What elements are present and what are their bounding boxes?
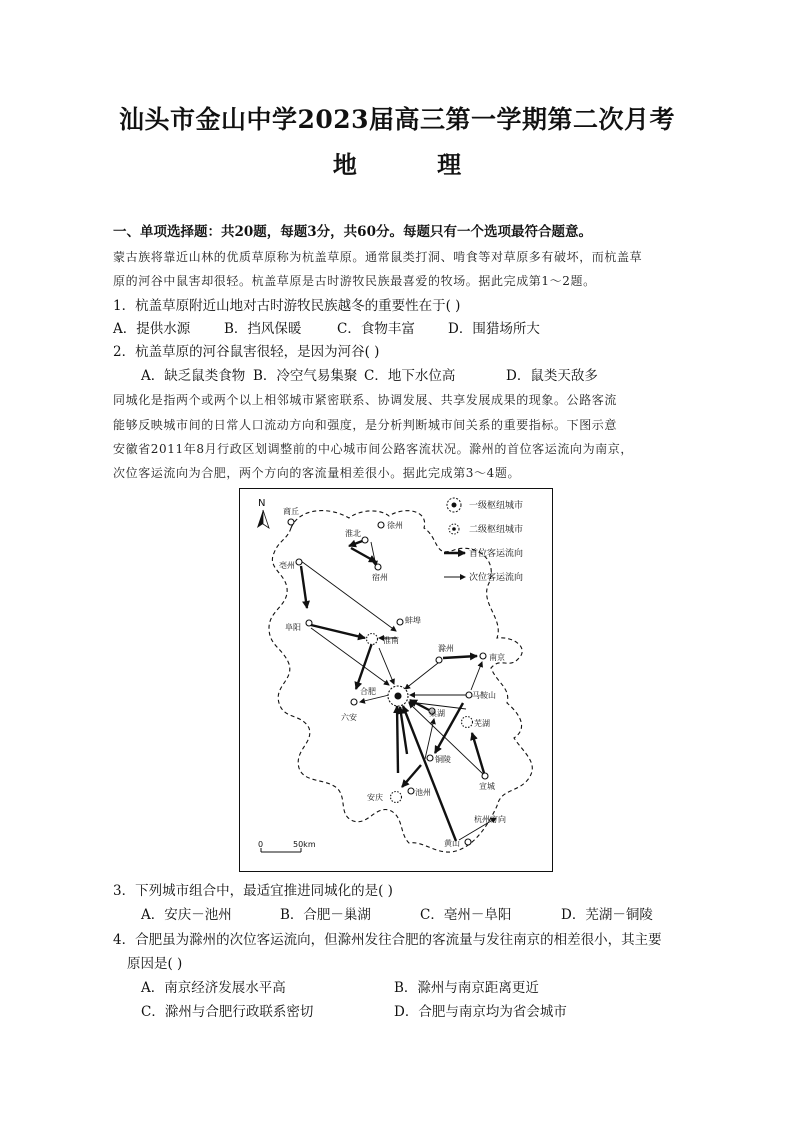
section-heading: 一、单项选择题：共20题，每题3分，共60分。每题只有一个选项最符合题意。: [113, 224, 592, 240]
city-label-xuzhou: 徐州: [387, 521, 403, 530]
anhui-passenger-flow-map: [239, 488, 553, 872]
question-1-stem: 1．杭盖草原附近山地对古时游牧民族越冬的重要性在于( ): [113, 298, 461, 314]
passage1-line1: 蒙古族将靠近山林的优质草原称为杭盖草原。通常鼠类打洞、啃食等对草原多有破坏，而杭盖草: [113, 250, 643, 264]
city-label-huainan: 淮南: [383, 636, 399, 645]
city-label-fuyang: 阜阳: [285, 623, 301, 632]
city-label-bozhou: 亳州: [279, 561, 295, 570]
city-label-hefei: 合肥: [360, 687, 376, 696]
city-label-anqing: 安庆: [367, 793, 383, 802]
city-label-chizhou: 池州: [415, 788, 431, 797]
passage1-line2: 原的河谷中鼠害却很轻。杭盖草原是古时游牧民族最喜爱的牧场。据此完成第1～2题。: [113, 274, 596, 288]
hangzhou-direction-label: 杭州方向: [474, 815, 506, 824]
city-label-shangqiu: 商丘: [283, 507, 299, 516]
question-4-stem-line2: 原因是( ): [127, 956, 183, 972]
question-2-option-b: B．冷空气易集聚: [253, 368, 358, 384]
question-4-option-b: B．滁州与南京距离更近: [394, 980, 539, 996]
city-label-maanshan: 马鞍山: [472, 691, 496, 700]
passage2-line1: 同城化是指两个或两个以上相邻城市紧密联系、协调发展、共享发展成果的现象。公路客流: [113, 393, 618, 407]
subject-title: 地 理: [332, 150, 498, 179]
svg-text:N: N: [258, 498, 266, 509]
passage2-line4: 次位客运流向为合肥，两个方向的客流量相差很小。据此完成第3～4题。: [113, 466, 521, 480]
city-label-nanjing: 南京: [489, 653, 505, 662]
city-label-suzhou: 宿州: [372, 573, 388, 582]
city-label-liuan: 六安: [341, 713, 357, 722]
city-label-tongling: 铜陵: [435, 755, 451, 764]
svg-text:次位客运流向: 次位客运流向: [469, 573, 524, 583]
city-label-chuzhou: 滁州: [438, 644, 454, 653]
question-4-option-c: C．滁州与合肥行政联系密切: [141, 1004, 314, 1020]
svg-text:二级枢纽城市: 二级枢纽城市: [469, 525, 524, 535]
question-4-option-a: A．南京经济发展水平高: [141, 980, 286, 996]
city-label-huaibei: 淮北: [345, 529, 361, 538]
city-label-chaohu: 巢湖: [429, 709, 445, 718]
question-2-option-a: A．缺乏鼠类食物: [141, 368, 246, 384]
question-2-stem: 2．杭盖草原的河谷鼠害很轻，是因为河谷( ): [113, 344, 380, 360]
question-1-option-d: D．围猎场所大: [448, 321, 540, 337]
question-4-option-d: D．合肥与南京均为省会城市: [394, 1004, 567, 1020]
passage2-line2: 能够反映城市间的日常人口流动方向和强度，是分析判断城市间关系的重要指标。下图示意: [113, 418, 618, 432]
exam-title: 汕头市金山中学2023届高三第一学期第二次月考: [118, 105, 676, 134]
question-3-option-c: C．亳州－阜阳: [420, 907, 512, 923]
svg-text:0: 0: [258, 840, 264, 849]
city-label-xuancheng: 宣城: [479, 782, 495, 791]
passage2-line3: 安徽省2011年8月行政区划调整前的中心城市间公路客流状况。滁州的首位客运流向为南京，: [113, 442, 633, 456]
question-1-option-c: C．食物丰富: [337, 321, 415, 337]
svg-text:首位客运流向: 首位客运流向: [469, 549, 524, 559]
question-1-option-a: A．提供水源: [113, 321, 191, 337]
question-3-stem: 3．下列城市组合中，最适宜推进同城化的是( ): [113, 883, 393, 899]
question-4-stem-line1: 4．合肥虽为滁州的次位客运流向，但滁州发往合肥的客流量与发往南京的相差很小，其主要: [113, 932, 662, 948]
city-label-wuhu: 芜湖: [474, 719, 490, 728]
question-3-option-a: A．安庆－池州: [141, 907, 232, 923]
svg-text:50km: 50km: [293, 840, 316, 849]
city-label-bengbu: 蚌埠: [405, 616, 421, 625]
question-1-option-b: B．挡风保暖: [224, 321, 302, 337]
city-label-huangshan: 黄山: [444, 839, 460, 848]
svg-text:一级枢纽城市: 一级枢纽城市: [469, 501, 524, 511]
question-2-option-c: C．地下水位高: [364, 368, 456, 384]
question-2-option-d: D．鼠类天敌多: [506, 368, 598, 384]
question-3-option-d: D．芜湖－铜陵: [561, 907, 653, 923]
question-3-option-b: B．合肥－巢湖: [280, 907, 371, 923]
